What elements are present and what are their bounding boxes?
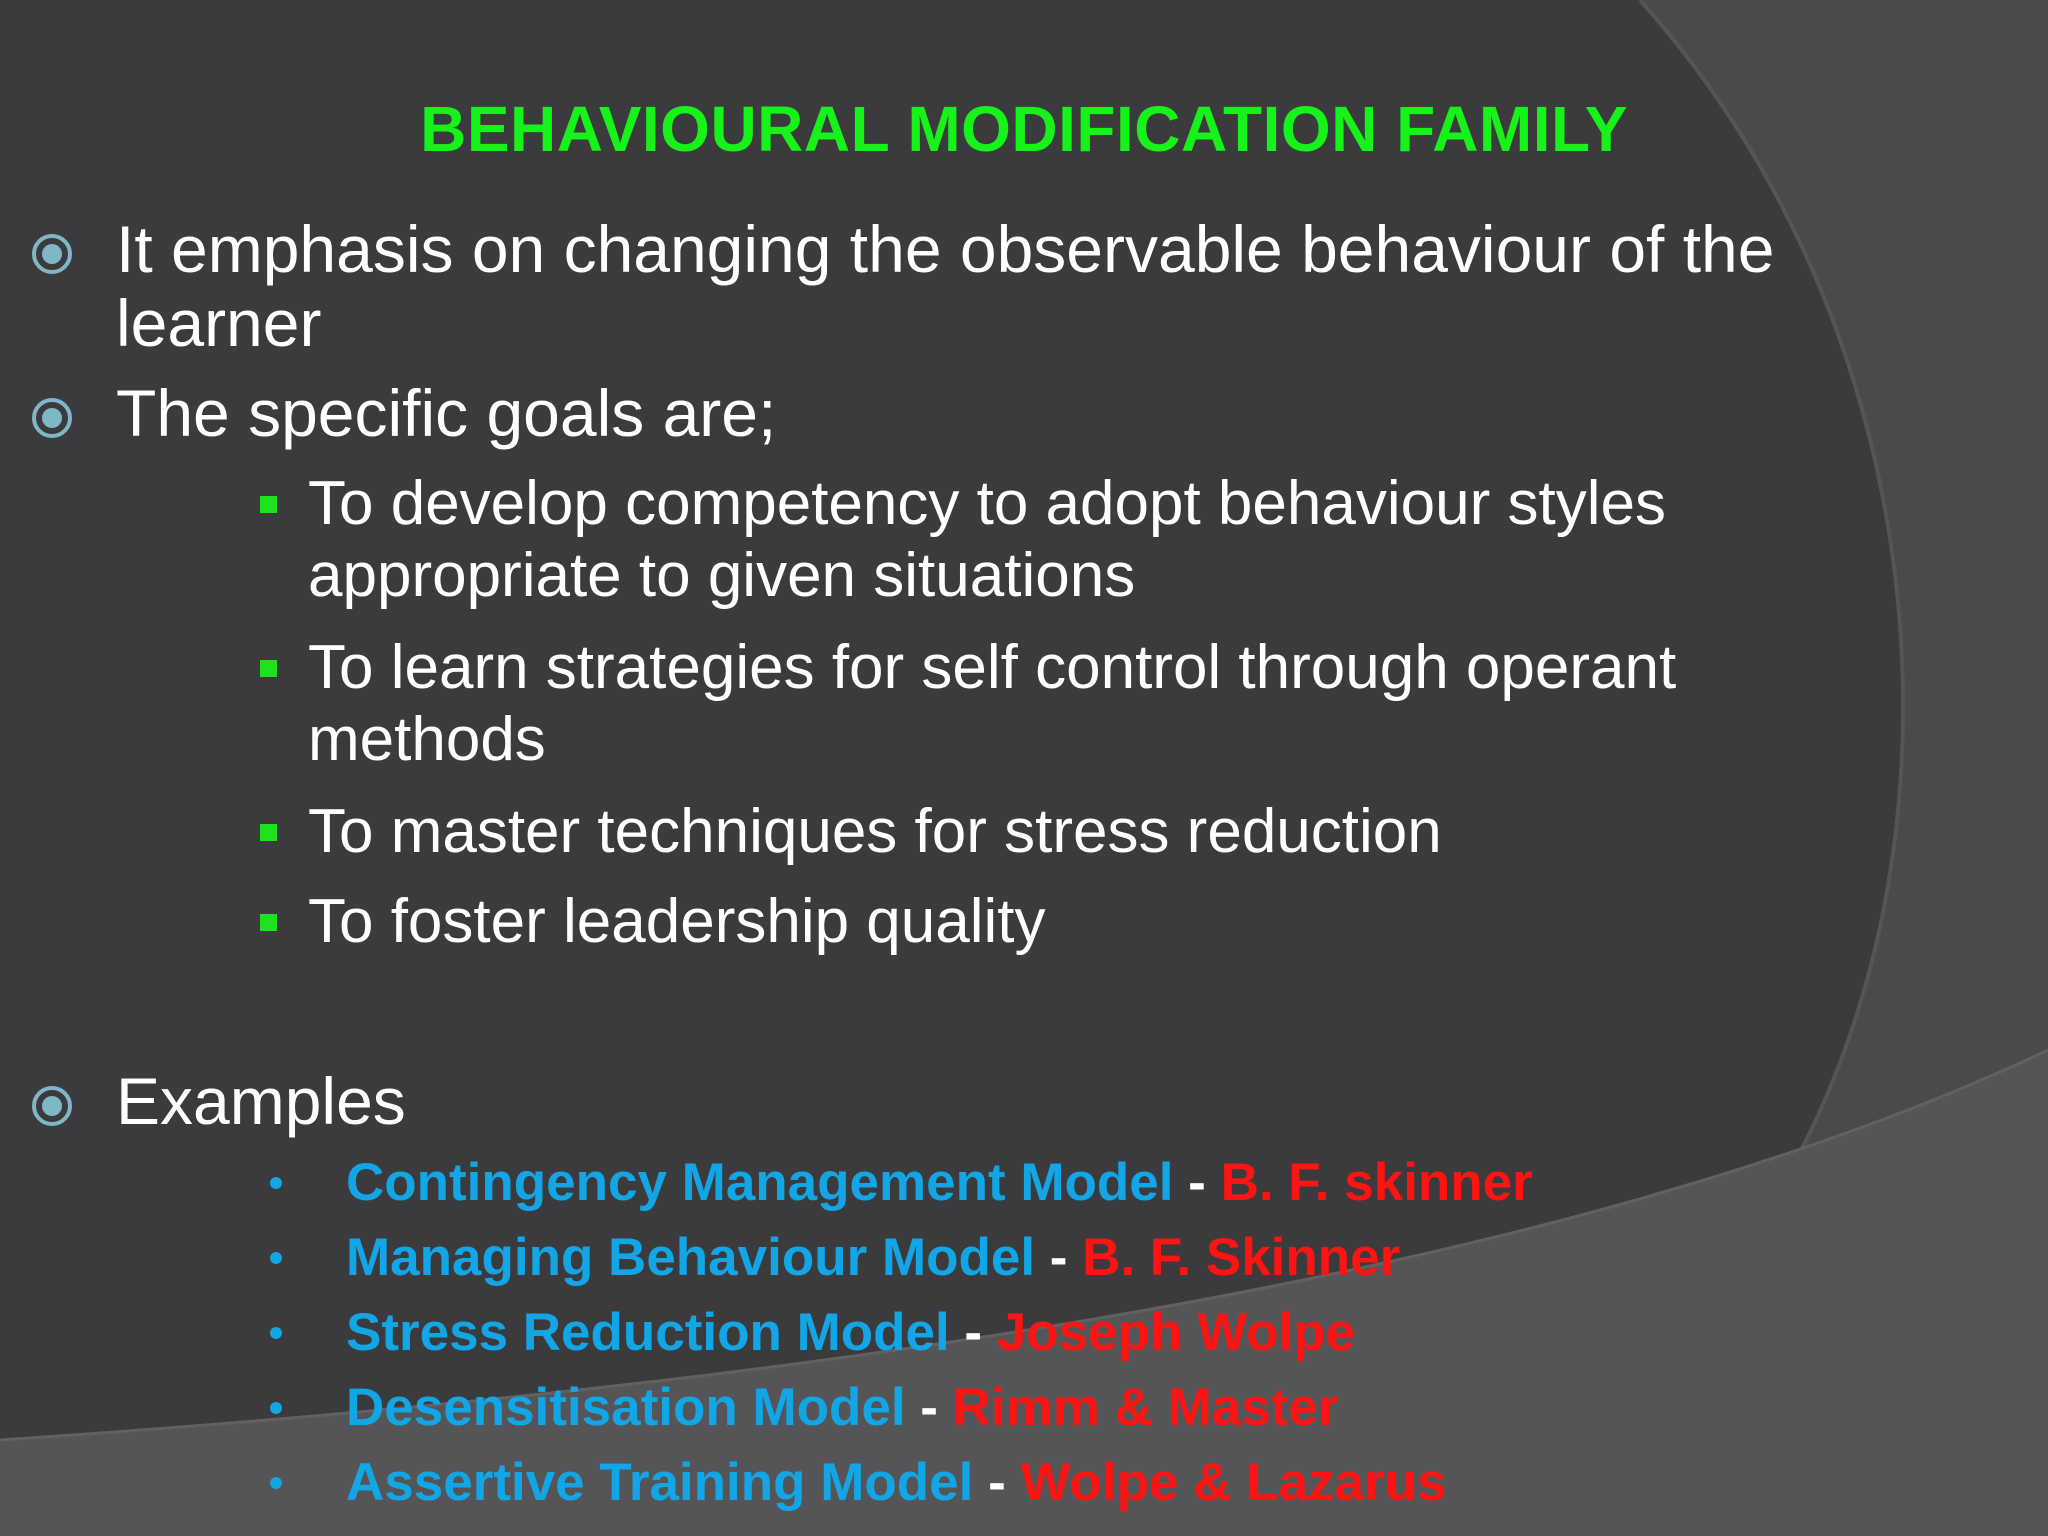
model-name: Assertive Training Model — [346, 1453, 974, 1512]
text-line: The specific goals are; — [116, 376, 777, 450]
separator: - — [1035, 1228, 1083, 1287]
square-bullet-icon — [260, 914, 277, 931]
slide-title: BEHAVIOURAL MODIFICATION FAMILY — [420, 93, 1628, 165]
author-name: Rimm & Master — [952, 1378, 1339, 1437]
bullet-text-goals — [116, 376, 1896, 450]
text-line: learner — [116, 286, 322, 360]
bullet-text-emphasis — [116, 212, 1896, 360]
example-item — [346, 1227, 1846, 1289]
example-item — [346, 1377, 1846, 1439]
dot-bullet-icon — [270, 1477, 282, 1489]
examples-heading: Examples — [116, 1064, 406, 1138]
text-line: To master techniques for stress reduction — [308, 797, 1442, 866]
example-item — [346, 1152, 1846, 1214]
separator: - — [1173, 1153, 1221, 1212]
model-name: Managing Behaviour Model — [346, 1228, 1036, 1287]
dot-bullet-icon — [270, 1177, 282, 1189]
model-name: Desensitisation Model — [346, 1378, 906, 1437]
author-name: B. F. skinner — [1220, 1153, 1533, 1212]
goal-item — [308, 886, 1868, 958]
text-line: To foster leadership quality — [308, 887, 1046, 956]
text-line: methods — [308, 705, 546, 774]
text-line: It emphasis on changing the observable behaviour of the — [116, 212, 1775, 286]
model-name: Stress Reduction Model — [346, 1303, 950, 1362]
square-bullet-icon — [260, 824, 277, 841]
separator: - — [949, 1303, 997, 1362]
separator: - — [973, 1453, 1021, 1512]
separator: - — [905, 1378, 953, 1437]
goal-item — [308, 796, 1868, 868]
target-bullet-icon — [30, 396, 74, 440]
text-line: To develop competency to adopt behaviour styles — [308, 469, 1666, 538]
example-item — [346, 1452, 1846, 1514]
author-name: B. F. Skinner — [1082, 1228, 1401, 1287]
text-line: appropriate to given situations — [308, 541, 1136, 610]
target-bullet-icon — [30, 232, 74, 276]
model-name: Contingency Management Model — [346, 1153, 1174, 1212]
text-line: To learn strategies for self control through operant — [308, 633, 1677, 702]
dot-bullet-icon — [270, 1327, 282, 1339]
author-name: Joseph Wolpe — [996, 1303, 1356, 1362]
dot-bullet-icon — [270, 1252, 282, 1264]
goal-item — [308, 468, 1868, 612]
example-item — [346, 1302, 1846, 1364]
dot-bullet-icon — [270, 1402, 282, 1414]
author-name: Wolpe & Lazarus — [1020, 1453, 1447, 1512]
square-bullet-icon — [260, 660, 277, 677]
goal-item — [308, 632, 1868, 776]
target-bullet-icon — [30, 1084, 74, 1128]
square-bullet-icon — [260, 496, 277, 513]
